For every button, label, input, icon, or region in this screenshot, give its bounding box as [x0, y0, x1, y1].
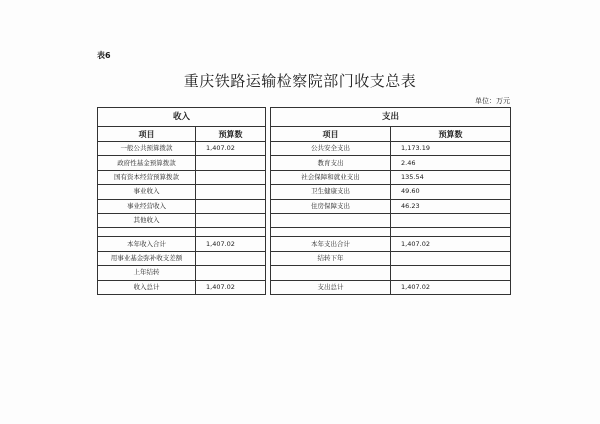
expense-value [391, 251, 511, 265]
income-value: 1,407.02 [196, 142, 266, 156]
expense-value: 1,407.02 [391, 237, 511, 251]
expense-item: 支出总计 [271, 280, 391, 294]
income-value [196, 266, 266, 280]
income-value: 1,407.02 [196, 280, 266, 294]
income-value [196, 185, 266, 199]
document-title: 重庆铁路运输检察院部门收支总表 [183, 72, 417, 90]
income-item: 其他收入 [98, 213, 196, 227]
expense-item: 本年支出合计 [271, 237, 391, 251]
expense-item [271, 213, 391, 227]
income-item: 国有资本经营预算拨款 [98, 170, 196, 184]
income-item: 收入总计 [98, 280, 196, 294]
total-row [98, 266, 511, 280]
income-budget-header: 预算数 [196, 127, 266, 142]
expense-item [271, 266, 391, 280]
unit-label: 单位：万元 [475, 97, 510, 105]
income-item: 一般公共预算拨款 [98, 142, 196, 156]
income-item-header: 项目 [98, 127, 196, 142]
income-value [196, 170, 266, 184]
blank-row [98, 228, 511, 237]
income-value [196, 199, 266, 213]
table-row [98, 199, 511, 213]
table-row [98, 213, 511, 227]
total-row [98, 251, 511, 265]
column-header-row [98, 127, 511, 142]
income-item: 本年收入合计 [98, 237, 196, 251]
expense-item: 住房保障支出 [271, 199, 391, 213]
expense-value: 46.23 [391, 199, 511, 213]
income-item: 用事业基金弥补收支差额 [98, 251, 196, 265]
table-row [98, 170, 511, 184]
income-value [196, 156, 266, 170]
expense-item: 卫生健康支出 [271, 185, 391, 199]
expense-value: 49.60 [391, 185, 511, 199]
expense-value: 2.46 [391, 156, 511, 170]
expense-item: 公共安全支出 [271, 142, 391, 156]
expense-item: 社会保障和就业支出 [271, 170, 391, 184]
table-row [98, 142, 511, 156]
income-header: 收入 [98, 108, 266, 127]
expense-value: 1,173.19 [391, 142, 511, 156]
income-item: 政府性基金预算拨款 [98, 156, 196, 170]
budget-summary-table [97, 107, 511, 295]
expense-item-header: 项目 [271, 127, 391, 142]
expense-budget-header: 预算数 [391, 127, 511, 142]
grand-total-row [98, 280, 511, 294]
expense-item: 结转下年 [271, 251, 391, 265]
total-row [98, 237, 511, 251]
expense-value [391, 266, 511, 280]
table-row [98, 185, 511, 199]
income-value: 1,407.02 [196, 237, 266, 251]
table-number: 表6 [97, 51, 111, 60]
expense-value [391, 213, 511, 227]
section-header-row [98, 108, 511, 127]
expense-value: 1,407.02 [391, 280, 511, 294]
table-row [98, 156, 511, 170]
income-item: 事业收入 [98, 185, 196, 199]
income-item: 上年结转 [98, 266, 196, 280]
income-value [196, 213, 266, 227]
income-item: 事业经营收入 [98, 199, 196, 213]
expense-value: 135.54 [391, 170, 511, 184]
income-value [196, 251, 266, 265]
expense-header: 支出 [271, 108, 511, 127]
expense-item: 教育支出 [271, 156, 391, 170]
